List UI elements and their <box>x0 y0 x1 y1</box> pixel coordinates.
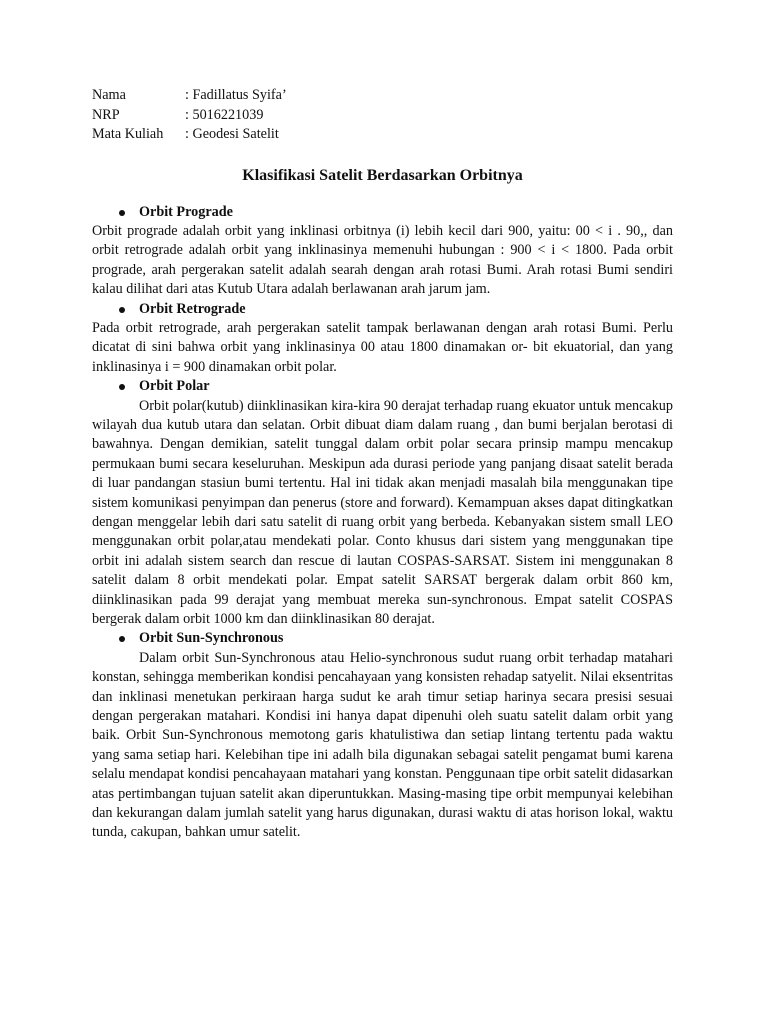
section-orbit-prograde <box>92 203 673 300</box>
section-body: Orbit polar(kutub) diinklinasikan kira-kira 90 derajat terhadap ruang ekuator untuk mencakup wilayah dua kutub utara dan selatan. Orbit dibuat diam dalam ruang , dan bumi berjalan berotasi di bawahnya. Dengan demikian, satelit tunggal dalam orbit polar secara prinsip mampu mencakup permukaan bumi secara keseluruhan. Meskipun ada durasi periode yang panjang disaat satelit berada di luar pandangan stasiun bumi tertentu. Hal ini tidak akan menjadi masalah bila menggunakan tipe sistem komunikasi penyimpan dan penerus (store and forward). Kemampuan akses dapat ditingkatkan dengan menggelar lebih dari satu satelit di ruang orbit yang berbeda. Kebanyakan sistem small LEO menggunakan orbit polar,atau mendekati polar. Conto khusus dari sistem yang menggunakan tipe orbit ini adalah sistem search dan rescue di lautan COSPAS-SARSAT. Sistem ini menggunakan 8 satelit dalam 8 orbit mendekati polar. Empat satelit SARSAT bergerak dalam orbit 860 km, diinklinasikan pada 99 derajat yang membuat mereka sun-synchronous. Empat satelit COSPAS bergerak dalam orbit 1000 km dan diinklinasikan 80 derajat. <box>92 397 673 627</box>
bullet-icon <box>119 384 125 390</box>
section-heading <box>92 629 673 648</box>
course-label: Mata Kuliah <box>92 126 164 142</box>
section-body: Pada orbit retrograde, arah pergerakan satelit tampak berlawanan dengan arah rotasi Bumi. Perlu dicatat di sini bahwa orbit yang inklinasinya 00 atau 1800 dinamakan or- bit ekuatorial, dan yang inklinasinya i = 900 dinamakan orbit polar. <box>92 319 673 375</box>
section-heading <box>92 377 673 396</box>
nrp-value: : 5016221039 <box>185 106 264 123</box>
section-heading-text: Orbit Retrograde <box>139 300 246 317</box>
section-heading <box>92 203 673 222</box>
nrp-label: NRP <box>92 106 120 123</box>
nrp-row <box>92 106 673 126</box>
student-info <box>92 86 673 145</box>
name-label: Nama <box>92 87 126 103</box>
course-row <box>92 125 673 145</box>
section-heading-text: Orbit Polar <box>139 378 210 395</box>
name-value: : Fadillatus Syifa’ <box>185 87 287 103</box>
section-heading-text: Orbit Sun-Synchronous <box>139 630 284 647</box>
section-orbit-polar <box>92 377 673 629</box>
section-heading-text: Orbit Prograde <box>139 203 233 220</box>
section-body: Orbit prograde adalah orbit yang inklinasi orbitnya (i) lebih kecil dari 900, yaitu: 00 < i . 90,, dan orbit retrograde adalah orbit yang inklinasinya memenuhi hubungan : 900 < i < 1800. Pada orbit prograde, arah pergerakan satelit adalah searah dengan arah rotasi Bumi. Arah rotasi Bumi sendiri kalau dilihat dari atas Kutub Utara adalah berlawanan arah jarum jam. <box>92 222 673 298</box>
section-orbit-retrograde <box>92 300 673 378</box>
section-body: Dalam orbit Sun-Synchronous atau Helio-synchronous sudut ruang orbit terhadap matahari konstan, sehingga memberikan kondisi pencahayaan yang konsisten rehadap satyelit. Nilai eksentritas dan inklinasi menetukan perkiraan harga sudut ke arah timur setiap harinya secara presisi sesuai dengan pergerakan matahari. Kondisi ini hanya dapat dipenuhi oleh suatu satelit dalam orbit yang baik. Orbit Sun-Synchronous memotong garis khatulistiwa dan setiap lintang tertentu pada waktu yang sama setiap hari. Kelebihan tipe ini adalh bila digunakan sebagai satelit pengamat bumi karena selalu mendapat kondisi pencahayaan matahari yang konstan. Penggunaan tipe orbit satelit didasarkan atas pertimbangan tujuan satelit akan diperuntukkan. Masing-masing tipe orbit mempunyai kelebihan dan kekurangan dalam jumlah satelit yang harus digunakan, durasi waktu di atas horison lokal, waktu tunda, cakupan, bahkan umur satelit. <box>92 649 673 841</box>
bullet-icon <box>119 210 125 216</box>
course-value: : Geodesi Satelit <box>185 126 279 142</box>
document-title: Klasifikasi Satelit Berdasarkan Orbitnya <box>242 166 523 184</box>
bullet-icon <box>119 307 125 313</box>
name-row <box>92 86 673 106</box>
bullet-icon <box>119 636 125 642</box>
document-page <box>92 86 673 843</box>
section-orbit-sun-synchronous <box>92 629 673 842</box>
section-heading <box>92 300 673 319</box>
